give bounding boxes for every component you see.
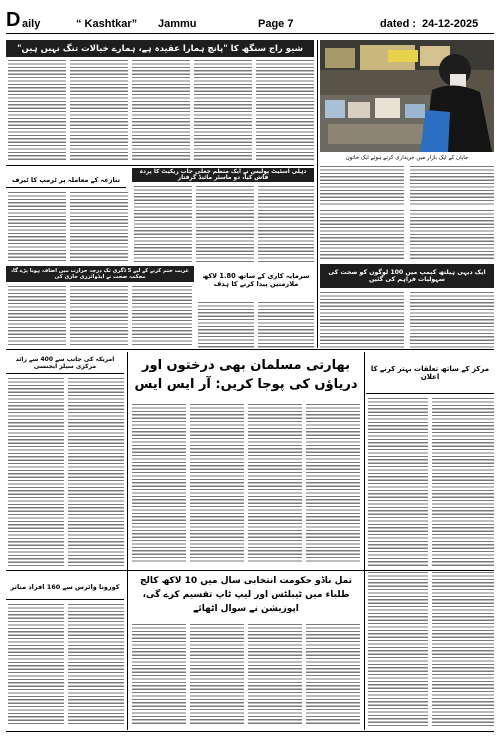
photo-caption: جاپان کے ایک بازار میں خریداری کرتے ہوئے ایک خاتون (345, 155, 469, 161)
masthead-name: “ Kashtkar” (76, 18, 138, 30)
headline-third-right: ایک دیہی ہیلتھ کیمپ میں 100 لوگوں کو صحت کی سہولیات فراہم کی گئیں (320, 264, 494, 288)
news-photo (320, 40, 494, 152)
main-col-2 (190, 404, 244, 564)
left-mid-col-1 (8, 378, 64, 568)
headline-third-mid: سرمایہ کاری کے ساتھ 1.80 لاکھ ملازمتیں پیدا کرنے کا ہدف (198, 262, 314, 298)
right-top-col-2 (410, 210, 494, 260)
left-col-b (70, 192, 128, 262)
bottom-mid-col-3 (248, 624, 302, 726)
second-col-2 (196, 186, 254, 262)
divider-vertical (364, 352, 365, 730)
headline-top: شیو راج سنگھ کا "پانچ ہمارا عقیدہ ہے، ہمارے خیالات تنگ نہیں ہیں" (6, 40, 314, 57)
article-top-col-1 (8, 60, 66, 160)
market-photo-image (320, 40, 494, 152)
bottom-right-col-2 (432, 572, 494, 726)
divider-horizontal (6, 349, 494, 350)
bottom-mid-col-4 (306, 624, 360, 726)
right-mid-col-1 (368, 398, 428, 566)
photo-article-col-2 (410, 166, 494, 206)
main-col-3 (248, 404, 302, 564)
third-mid-col-1 (198, 302, 254, 348)
masthead-date-label: dated : (380, 18, 417, 30)
third-left-col-3 (132, 286, 192, 346)
headline-left-mid: امریکہ کی جانب سے 400 سے زائد مرکزی سیلز ایجنسی (6, 352, 124, 374)
masthead-d-letter: D (6, 9, 21, 31)
divider-vertical (317, 40, 318, 348)
headline-main: بھارتی مسلمان بھی درختوں اور دریاؤں کی پوجا کریں: آر ایس ایس (130, 350, 362, 400)
second-col-1 (134, 186, 192, 262)
divider-horizontal (6, 165, 314, 166)
main-col-4 (306, 404, 360, 564)
masthead (6, 8, 494, 34)
photo-article-col-1 (320, 166, 404, 206)
right-top-col-1 (320, 210, 404, 260)
article-top-col-4 (194, 60, 252, 160)
divider-vertical (127, 352, 128, 730)
page-footer-rule (6, 731, 494, 732)
third-mid-col-2 (258, 302, 314, 348)
article-top-col-2 (70, 60, 128, 160)
left-col-a (8, 192, 66, 262)
third-right-col-2 (410, 292, 494, 348)
headline-right-mid: مرکز کے ساتھ تعلقات بہتر کرنے کا اعلان (366, 352, 494, 394)
bottom-left-col-1 (8, 604, 64, 726)
masthead-date: 24-12-2025 (422, 18, 479, 30)
article-top-col-5 (256, 60, 314, 160)
right-mid-col-2 (432, 398, 494, 566)
masthead-city: Jammu (158, 18, 197, 30)
bottom-left-col-2 (68, 604, 124, 726)
headline-bottom-left: کورونا وائرس سے 160 افراد متاثر (6, 574, 124, 600)
left-mid-col-2 (68, 378, 124, 568)
bottom-right-col-1 (368, 572, 428, 726)
second-col-3 (258, 186, 314, 262)
headline-bottom-mid: تمل ناڈو حکومت انتخابی سال میں 10 لاکھ کالج طلباء میں ٹیبلٹس اور لیپ ٹاپ تقسیم کرے گی، اپوزیشن نے سوال اٹھائے (130, 572, 362, 620)
third-left-col-2 (70, 286, 128, 346)
third-left-col-1 (8, 286, 66, 346)
bottom-mid-col-1 (132, 624, 186, 726)
headline-second: دہلی اسٹیٹ پولیس نے ایک منظم جعلی جاب ریکیٹ کا پردہ فاش کیا، دو ماسٹر مائنڈ گرفتار (132, 168, 314, 182)
headline-third-left: غربت ختم کرنے کے لیے 5 ڈگری تک درجہ حرارت میں اضافہ ہونا پڑے گا، محکمہ صحت نے ایڈوائزری جاری کی (6, 266, 194, 282)
third-right-col-1 (320, 292, 404, 348)
masthead-page: Page 7 (258, 18, 294, 30)
divider-horizontal (6, 570, 494, 571)
masthead-daily: aily (22, 18, 41, 30)
bottom-mid-col-2 (190, 624, 244, 726)
article-top-col-3 (132, 60, 190, 160)
headline-small-left: تنازعہ کے معاملہ پر ٹرمپ کا ٹیرف (6, 172, 126, 188)
main-col-1 (132, 404, 186, 564)
